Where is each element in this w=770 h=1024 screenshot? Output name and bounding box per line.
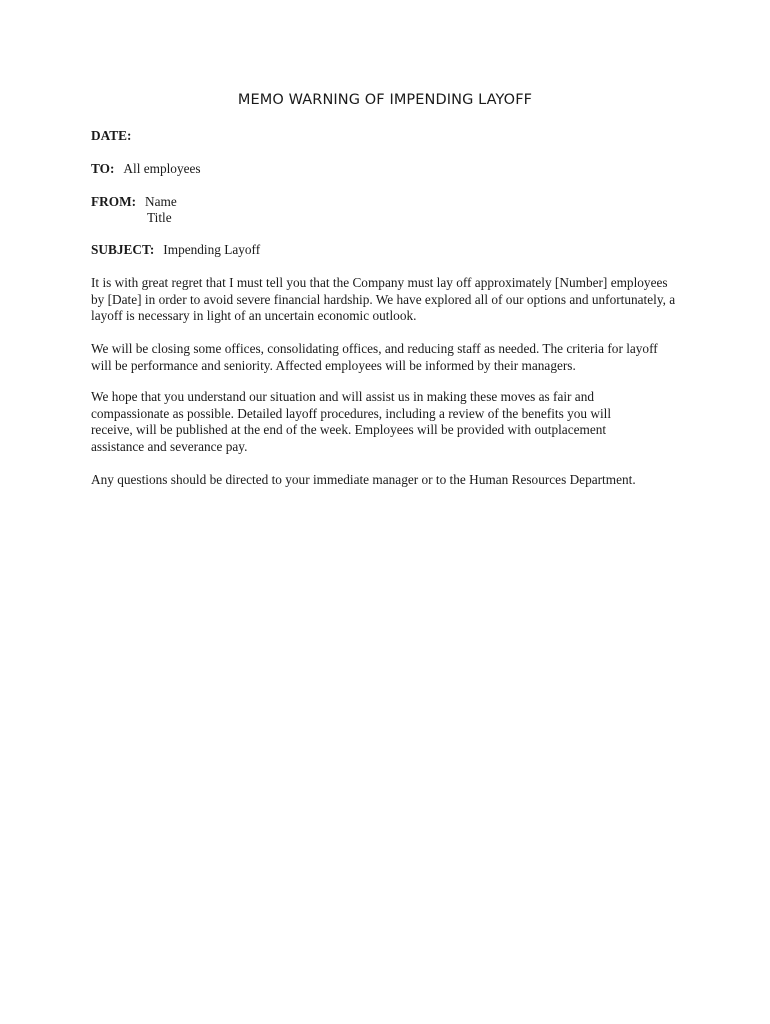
from-name: Name — [145, 194, 177, 209]
memo-paragraph: Any questions should be directed to your immediate manager or to the Human Resources Department. — [91, 472, 636, 487]
memo-paragraph: We hope that you understand our situation and will assist us in making these moves as fair and compassionate as possible. Detailed layoff procedures, including a review of the benefits you will receive, will be published at the end of the week. Employees will be provided with outplacement assistance and severance pay. — [91, 389, 612, 454]
from-line — [91, 194, 691, 211]
memo-paragraph: We will be closing some offices, consolidating offices, and reducing staff as needed. The criteria for layoff will be performance and seniority. Affected employees will be informed by their managers. — [91, 341, 658, 373]
memo-title: MEMO WARNING OF IMPENDING LAYOFF — [237, 92, 533, 108]
to-value: All employees — [123, 161, 201, 176]
to-line — [91, 161, 691, 178]
from-label: FROM: — [91, 194, 137, 209]
from-title: Title — [147, 210, 172, 225]
date-label: DATE: — [91, 128, 132, 143]
subject-label: SUBJECT: — [91, 242, 155, 257]
to-label: TO: — [91, 161, 115, 176]
memo-paragraph: It is with great regret that I must tell you that the Company must lay off approximately [Number] employees by [Date] in order to avoid severe financial hardship. We have explored all of our options and unfortunately, a layoff is necessary in light of an uncertain economic outlook. — [91, 275, 676, 323]
subject-line — [91, 242, 691, 259]
subject-value: Impending Layoff — [163, 242, 261, 257]
date-line — [91, 128, 691, 145]
